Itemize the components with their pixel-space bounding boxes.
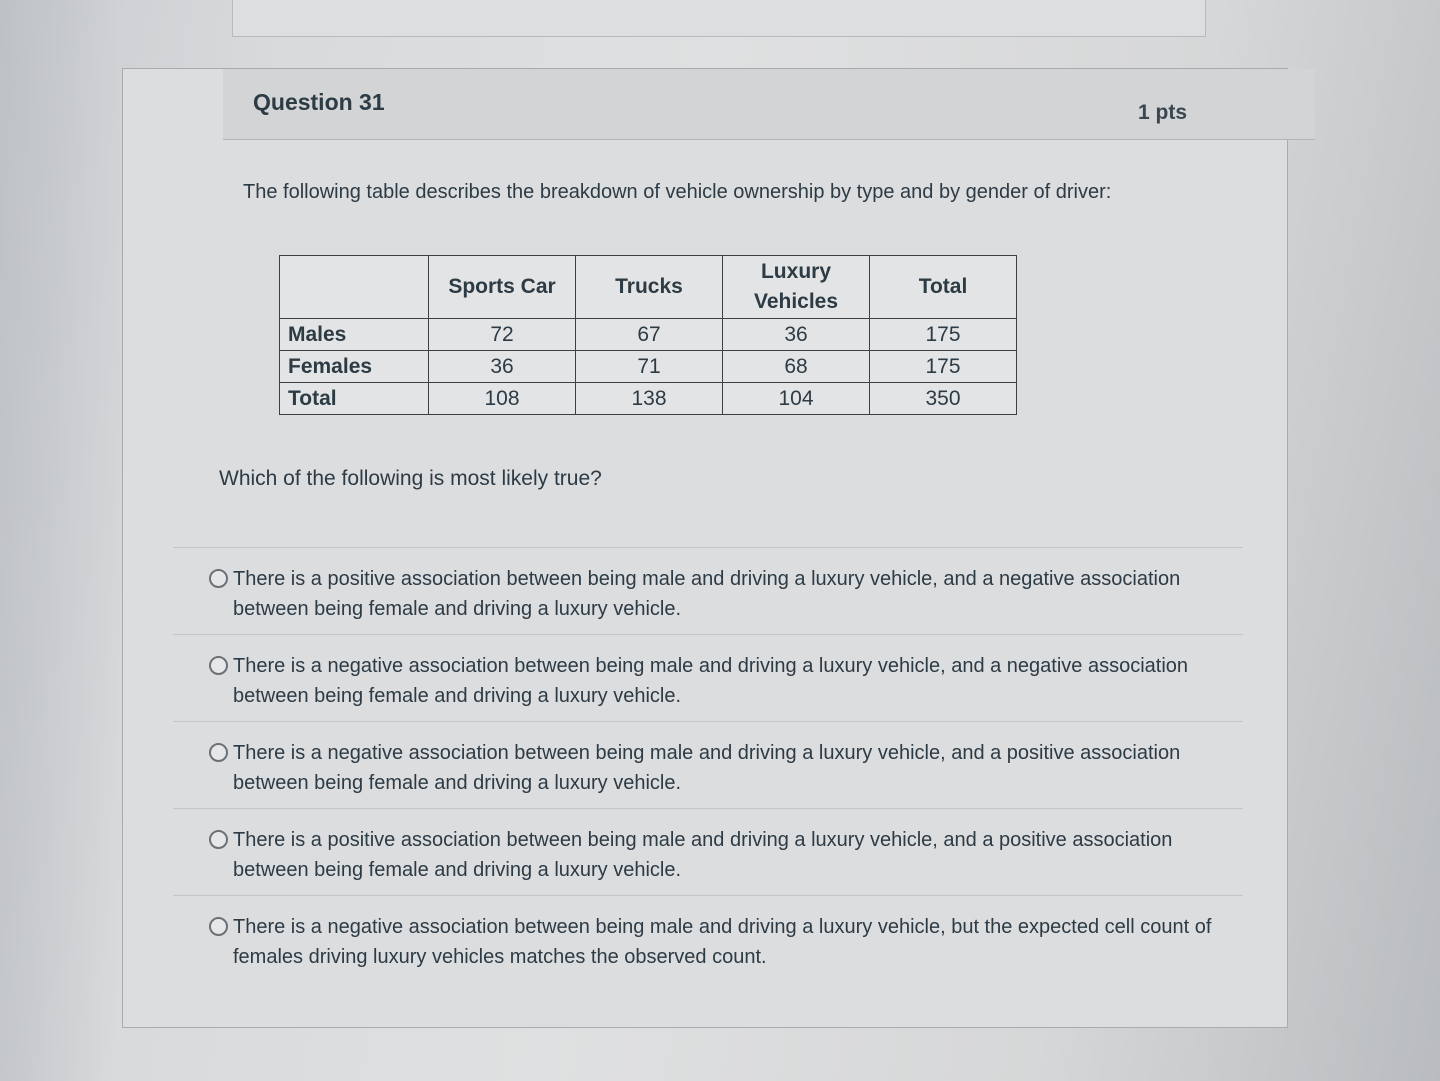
radio-icon[interactable] bbox=[209, 830, 228, 849]
answer-option-4[interactable] bbox=[173, 808, 1243, 895]
table-row bbox=[280, 319, 1017, 351]
table-cell: 104 bbox=[723, 383, 870, 415]
answer-option-5[interactable] bbox=[173, 895, 1243, 982]
table-row bbox=[280, 351, 1017, 383]
answer-list bbox=[173, 547, 1243, 982]
answer-option-2[interactable] bbox=[173, 634, 1243, 721]
table-header-cell: Trucks bbox=[576, 256, 723, 319]
question-intro: The following table describes the breakdown of vehicle ownership by type and by gender of driver: bbox=[243, 181, 1112, 203]
table-corner-cell bbox=[280, 256, 429, 319]
table-header-cell: Luxury Vehicles bbox=[723, 256, 870, 319]
radio-icon[interactable] bbox=[209, 569, 228, 588]
question-prompt: Which of the following is most likely true? bbox=[219, 467, 602, 490]
table-cell: 108 bbox=[429, 383, 576, 415]
answer-text: There is a positive association between being male and driving a luxury vehicle, and a positive association between being female and driving a luxury vehicle. bbox=[233, 829, 1173, 881]
previous-question-box bbox=[232, 0, 1206, 37]
radio-icon[interactable] bbox=[209, 917, 228, 936]
question-title: Question 31 bbox=[253, 89, 385, 115]
table-row bbox=[280, 383, 1017, 415]
question-points: 1 pts bbox=[1137, 101, 1187, 124]
radio-icon[interactable] bbox=[209, 656, 228, 675]
table-cell: 350 bbox=[870, 383, 1017, 415]
table-cell: 36 bbox=[429, 351, 576, 383]
table-cell: 72 bbox=[429, 319, 576, 351]
table-cell: 138 bbox=[576, 383, 723, 415]
table-cell: 68 bbox=[723, 351, 870, 383]
answer-option-1[interactable] bbox=[173, 547, 1243, 634]
radio-icon[interactable] bbox=[209, 743, 228, 762]
table-cell: 175 bbox=[870, 319, 1017, 351]
ownership-table bbox=[279, 255, 1017, 415]
table-cell: 36 bbox=[723, 319, 870, 351]
table-header-cell: Sports Car bbox=[429, 256, 576, 319]
table-cell: 175 bbox=[870, 351, 1017, 383]
table-cell: 67 bbox=[576, 319, 723, 351]
answer-option-3[interactable] bbox=[173, 721, 1243, 808]
answer-text: There is a negative association between being male and driving a luxury vehicle, but the expected cell count of females driving luxury vehicles matches the observed count. bbox=[233, 916, 1212, 968]
answer-text: There is a negative association between being male and driving a luxury vehicle, and a positive association between being female and driving a luxury vehicle. bbox=[233, 742, 1181, 794]
table-row-label: Females bbox=[280, 351, 429, 383]
answer-text: There is a negative association between being male and driving a luxury vehicle, and a negative association between being female and driving a luxury vehicle. bbox=[233, 655, 1189, 707]
question-card bbox=[122, 68, 1288, 1028]
answer-text: There is a positive association between being male and driving a luxury vehicle, and a negative association between being female and driving a luxury vehicle. bbox=[233, 568, 1181, 620]
table-cell: 71 bbox=[576, 351, 723, 383]
table-row-label: Males bbox=[280, 319, 429, 351]
background-shade bbox=[0, 0, 120, 1081]
table-row-label: Total bbox=[280, 383, 429, 415]
table-header-cell: Total bbox=[870, 256, 1017, 319]
table-header-row bbox=[280, 256, 1017, 319]
